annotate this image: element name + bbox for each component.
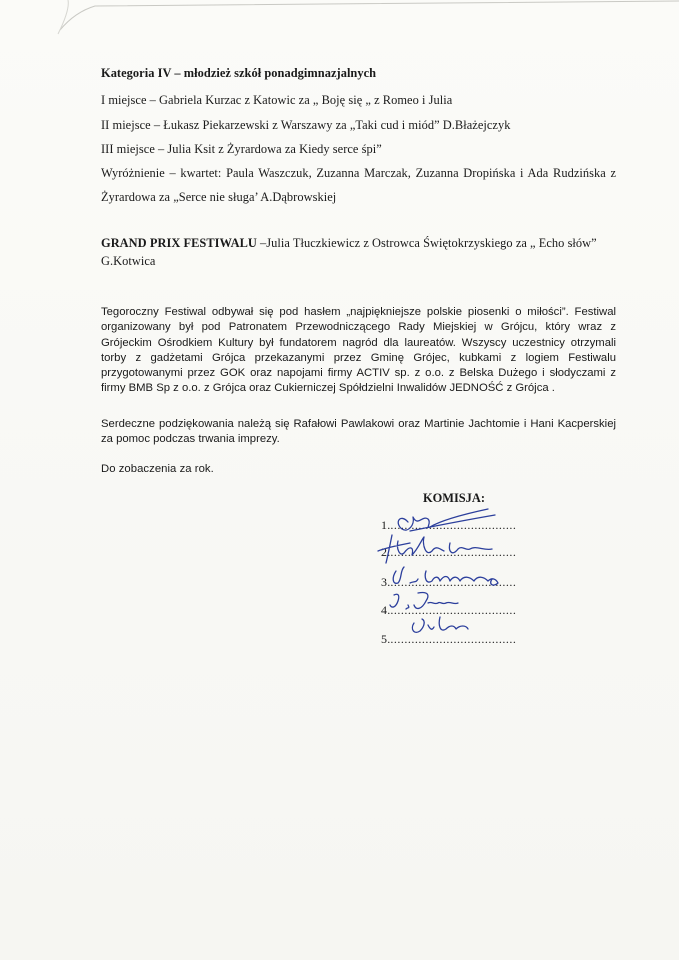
- distinction-line-1: Wyróżnienie – kwartet: Paula Waszczuk, Zuzanna Marczak, Zuzanna Dropińska i Ada Rudzińska z: [101, 166, 616, 180]
- festival-line: Tegoroczny Festiwal odbywał się pod hasłem „najpiękniejsze polskie piosenki o miłości”. Festiwal: [101, 306, 616, 318]
- commission-dots: ....................................: [390, 518, 517, 532]
- festival-line: Grójeckim Ośrodkiem Kultury był fundatorem nagród dla laureatów. Wszyscy uczestnicy otrzymali: [101, 336, 616, 349]
- signature-2: [378, 535, 492, 563]
- grand-prix-line-2: G.Kotwica: [101, 254, 156, 268]
- festival-line: firmy BMB Sp z o.o. z Grójca oraz Cukierniczej Spółdzielni Inwalidów JEDNOŚĆ z Grójca .: [101, 382, 555, 395]
- first-place: I miejsce – Gabriela Kurzac z Katowic za „ Boję się „ z Romeo i Julia: [101, 93, 453, 107]
- grand-prix-winner: –Julia Tłuczkiewicz z Ostrowca Świętokrzyskiego za „ Echo słów”: [256, 236, 597, 250]
- page-fold-mark: [0, 0, 679, 40]
- second-place: II miejsce – Łukasz Piekarzewski z Warszawy za „Taki cud i miód” D.Błażejczyk: [101, 118, 511, 132]
- commission-number: 5.: [381, 632, 391, 646]
- thanks-line: Serdeczne podziękowania należą się Rafałowi Pawlakowi oraz Martinie Jachtomie i Hani Kacperskiej: [101, 418, 616, 430]
- third-place: III miejsce – Julia Ksit z Żyrardowa za Kiedy serce śpi”: [101, 142, 382, 156]
- thanks-line: za pomoc podczas trwania imprezy.: [101, 433, 280, 446]
- grand-prix-label: GRAND PRIX FESTIWALU: [101, 236, 257, 250]
- commission-number: 3.: [381, 575, 391, 589]
- signature-3: [393, 567, 498, 585]
- grand-prix-line-1: [101, 236, 597, 251]
- festival-line: torby z gadżetami Grójca przekazanymi przez Gminę Grójec, kubkami z logiem Festiwalu: [101, 351, 616, 364]
- signature-4: [390, 592, 458, 609]
- commission-dots: ....................................: [390, 632, 517, 646]
- handwritten-signatures: [370, 505, 560, 645]
- thanks-paragraph: [101, 417, 616, 448]
- distinction-line-2: Żyrardowa za „Serce nie sługa’ A.Dąbrowskiej: [101, 190, 337, 204]
- signature-1: [398, 509, 495, 531]
- commission-heading: KOMISJA:: [423, 491, 485, 505]
- commission-dots: ....................................: [390, 575, 517, 589]
- festival-paragraph: [101, 305, 616, 397]
- commission-number: 1.: [381, 518, 391, 532]
- festival-line: przygotowanymi przez GOK oraz napojami firmy ACTIV sp. z o.o. z Belska Dużego i słodyczami z: [101, 367, 616, 380]
- commission-number: 2.: [381, 545, 391, 559]
- commission-dots: ....................................: [390, 603, 517, 617]
- festival-line: organizowany był pod Patronatem Przewodniczącego Rady Miejskiej w Grójcu, który wraz z: [101, 321, 616, 334]
- signature-5: [412, 617, 468, 632]
- closing-text: Do zobaczenia za rok.: [101, 463, 214, 475]
- category-heading: Kategoria IV – młodzież szkół ponadgimnazjalnych: [101, 66, 377, 80]
- commission-dots: ....................................: [390, 545, 517, 559]
- commission-number: 4.: [381, 603, 391, 617]
